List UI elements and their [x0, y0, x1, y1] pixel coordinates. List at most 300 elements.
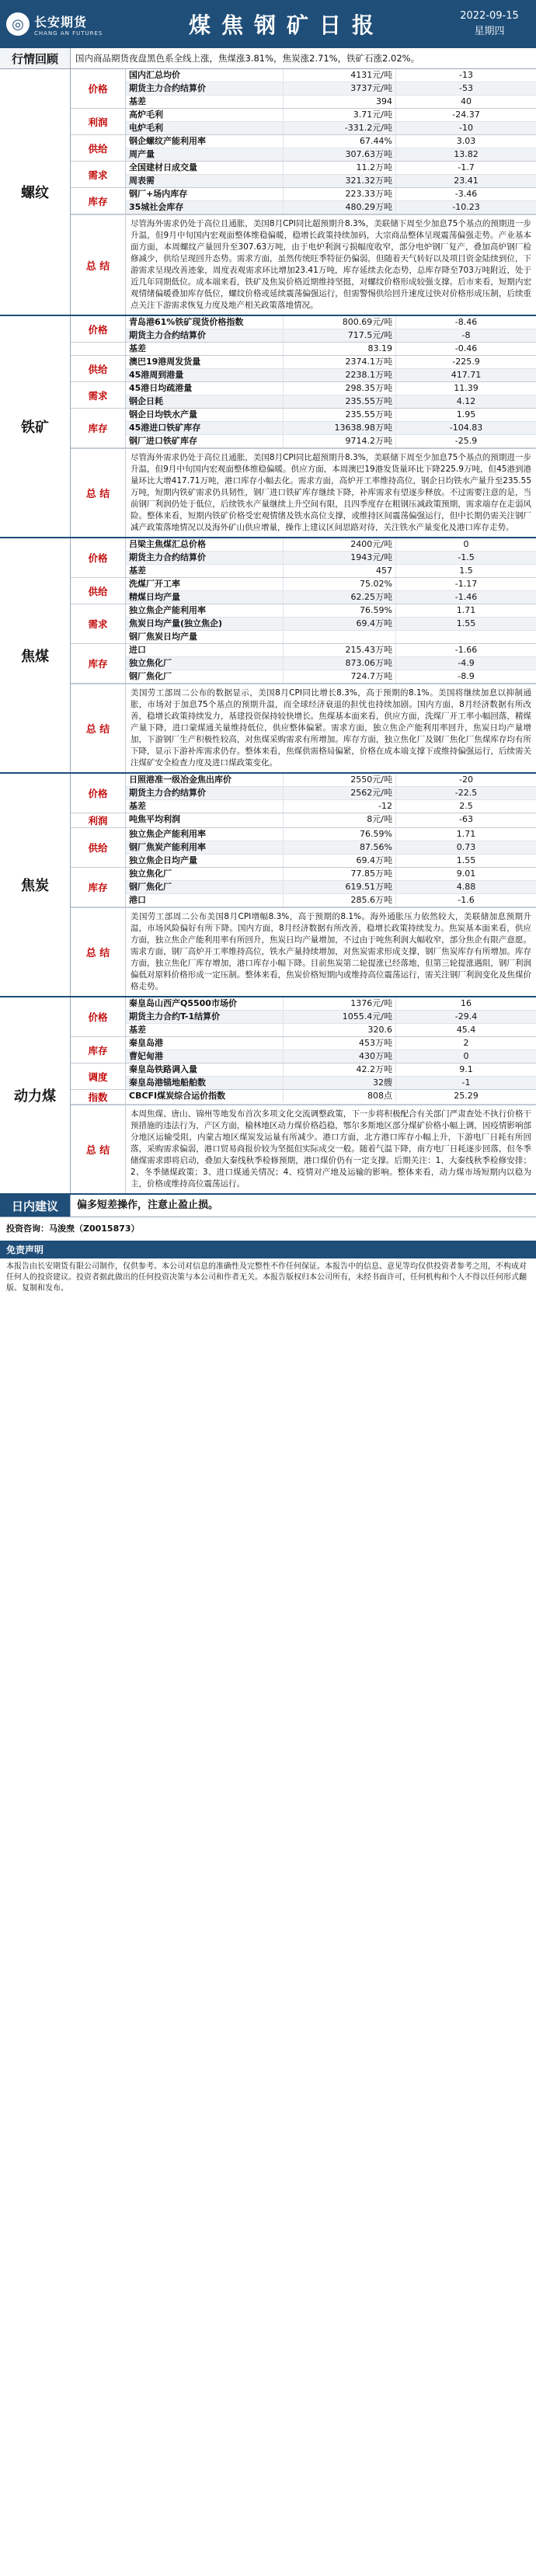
indicator-value: -331.2元/吨	[283, 122, 395, 134]
indicator-name: 钢企日耗	[129, 396, 163, 406]
indicator-change: -24.37	[395, 109, 536, 121]
indicator-row	[126, 868, 536, 881]
indicator-name: 基差	[129, 1025, 146, 1035]
indicator-row	[126, 1024, 536, 1036]
summary-label: 总 结	[71, 449, 126, 537]
indicator-change: 40	[395, 96, 536, 108]
indicator-value: 619.51万吨	[283, 881, 395, 893]
group-rows	[126, 356, 536, 381]
indicator-name: 日照港准一级冶金焦出库价	[129, 775, 231, 785]
indicator-value: 808点	[283, 1090, 395, 1102]
indicator-row	[126, 175, 536, 187]
indicator-name: 钢厂+场内库存	[129, 189, 188, 199]
advice-label: 日内建议	[0, 1195, 71, 1217]
indicator-group	[71, 343, 536, 356]
indicator-row	[126, 122, 536, 134]
indicator-value: 69.4万吨	[283, 618, 395, 630]
summary-row	[71, 214, 536, 315]
indicator-change: -1.5	[395, 552, 536, 564]
commodity-block	[0, 316, 536, 538]
group-rows	[126, 538, 536, 577]
commodity-name: 焦炭	[0, 774, 71, 996]
summary-text: 本周焦煤、唐山、锦州等地发布首次多项文化交流调整政策，下一步将积极配合有关部门严肃查处不执行价格干预措施的违法行为，产区方面，榆林地区动力煤价格趋稳，鄂尔多斯地区部分煤矿价格小幅上调，因疫情影响部分地区运输受阻，内蒙古地区煤炭发运量有所减少。港口方面，北方港口库存小幅上升，下游电厂日耗有所回落，采购需求偏弱，港口贸易商报价较为坚挺但实际成交一般。随着气温下降，南方电厂日耗逐步回落，但冬季储煤需求即将启动，叠加大秦线秋季检修预期，港口煤价仍有一定支撑。后期关注：1、大秦线秋季检修安排；2、冬季储煤政策；3、进口煤通关情况；4、疫情对产地及运输的影响。整体来看，动力煤市场短期内以稳为主，价格或维持高位震荡运行。	[131, 1109, 531, 1189]
indicator-row	[126, 813, 536, 826]
group-rows	[126, 774, 536, 813]
commodity-block	[0, 538, 536, 774]
indicator-value: 76.59%	[283, 604, 395, 617]
group-rows	[126, 813, 536, 827]
disclaimer-title: 免责声明	[0, 1241, 536, 1258]
indicator-change: 0	[395, 1050, 536, 1063]
group-rows	[126, 1090, 536, 1104]
indicator-change: -53	[395, 82, 536, 95]
group-label: 利润	[71, 813, 126, 827]
indicator-name: 45港进口铁矿库存	[129, 423, 201, 433]
indicator-name: 期货主力合约结算价	[129, 330, 206, 340]
indicator-name: 钢厂焦化厂	[129, 671, 172, 681]
indicator-value: 453万吨	[283, 1037, 395, 1050]
indicator-name: 独立焦化厂	[129, 869, 172, 879]
group-label: 需求	[71, 162, 126, 187]
indicator-change: 9.01	[395, 868, 536, 880]
group-label: 价格	[71, 316, 126, 342]
indicator-name: 独立焦企产能利用率	[129, 605, 206, 615]
indicator-group	[71, 109, 536, 135]
indicator-name: 钢厂焦炭产能利用率	[129, 842, 206, 852]
indicator-group	[71, 1090, 536, 1105]
indicator-name: 高炉毛利	[129, 110, 163, 120]
indicator-row	[126, 69, 536, 82]
indicator-group	[71, 162, 536, 188]
indicator-name: 精煤日均产量	[129, 592, 180, 602]
indicator-row	[126, 894, 536, 907]
indicator-name: 基差	[129, 801, 146, 811]
indicator-row	[126, 1090, 536, 1102]
indicator-group	[71, 774, 536, 813]
group-label: 库存	[71, 409, 126, 447]
indicator-value: 3.71元/吨	[283, 109, 395, 121]
indicator-value: 2374.1万吨	[283, 356, 395, 368]
indicator-group	[71, 188, 536, 214]
indicator-name: 35城社会库存	[129, 202, 184, 212]
indicator-group	[71, 316, 536, 343]
analyst-credit: 投资咨询：马浚焘（Z0015873）	[6, 1224, 140, 1234]
group-label: 价格	[71, 538, 126, 577]
indicator-row	[126, 997, 536, 1011]
indicator-name: 钢厂焦炭日均产量	[129, 632, 197, 642]
indicator-value: 2550元/吨	[283, 774, 395, 786]
indicator-value: 394	[283, 96, 395, 108]
commodity-body	[71, 997, 536, 1193]
indicator-change: -1.17	[395, 578, 536, 590]
indicator-value: 430万吨	[283, 1050, 395, 1063]
indicator-change: 1.5	[395, 565, 536, 577]
report-date: 2022-09-15	[460, 10, 519, 22]
indicator-row	[126, 96, 536, 108]
indicator-row	[126, 591, 536, 604]
indicator-name: 秦皇岛港锚地船舶数	[129, 1077, 206, 1088]
indicator-change: 417.71	[395, 369, 536, 381]
logo-icon: ◎	[6, 12, 30, 36]
indicator-row	[126, 382, 536, 395]
commodity-block	[0, 69, 536, 316]
indicator-row	[126, 395, 536, 408]
indicator-row	[126, 631, 536, 643]
indicator-row	[126, 135, 536, 148]
indicator-row	[126, 422, 536, 435]
commodity-name: 螺纹	[0, 69, 71, 315]
indicator-row	[126, 657, 536, 670]
indicator-name: 基差	[129, 566, 146, 576]
indicator-value: 87.56%	[283, 841, 395, 854]
company-logo	[0, 0, 131, 48]
group-label: 价格	[71, 997, 126, 1036]
indicator-value: 1055.4元/吨	[283, 1011, 395, 1023]
indicator-name: 基差	[129, 96, 146, 106]
indicator-value: 4131元/吨	[283, 69, 395, 82]
group-rows	[126, 409, 536, 447]
indicator-group	[71, 356, 536, 382]
indicator-value: 2238.1万吨	[283, 369, 395, 381]
disclaimer-text: 本报告由长安期货有限公司制作，仅供参考。本公司对信息的准确性及完整性不作任何保证。本报告中的信息、意见等均仅供投资者参考之用，不构成对任何人的投资建议。投资者据此做出的任何投资决策与本公司和作者无关。本报告版权归本公司所有，未经书面许可，任何机构和个人不得以任何形式翻版、复制和发布。	[6, 1262, 527, 1293]
group-rows	[126, 69, 536, 108]
indicator-value: 77.85万吨	[283, 868, 395, 880]
report-header	[0, 0, 536, 48]
indicator-row	[126, 82, 536, 96]
indicator-value: 67.44%	[283, 135, 395, 148]
indicator-value: 1376元/吨	[283, 997, 395, 1010]
indicator-name: 基差	[129, 343, 146, 353]
indicator-row	[126, 188, 536, 201]
group-rows	[126, 135, 536, 161]
indicator-group	[71, 69, 536, 109]
indicator-name: 秦皇岛铁路调入量	[129, 1064, 197, 1074]
indicator-value: 11.2万吨	[283, 162, 395, 174]
indicator-change: 2.5	[395, 800, 536, 813]
indicator-change: -1.7	[395, 162, 536, 174]
indicator-group	[71, 578, 536, 604]
indicator-value: 321.32万吨	[283, 175, 395, 187]
group-label: 调度	[71, 1063, 126, 1089]
indicator-name: 港口	[129, 895, 146, 905]
indicator-group	[71, 1063, 536, 1090]
summary-text: 尽管海外需求仍处于高位且通胀，美国8月CPI同比超预期升8.3%，美联储下周至少加息75个基点的预期进一步升温，但9月中旬国内宏观面整体维稳偏暖。供应方面，本周澳巴19港发货量环比下降225.9万吨，但45港到港量环比大增417.71万吨，港口库存小幅去化。需求方面，高炉开工率维持高位，钢企日均铁水产量升至235.55万吨，短期内铁矿需求仍具韧性，钢厂进口铁矿库存继续下降，补库需求有望逐步释放。不过需要注意的是，当前钢厂利润仍处于低位，后续铁水产量继续上升空间有限，且四季度存在粗钢压减政策预期，需求端存在走弱风险。整体来看，短期内铁矿价格受宏观情绪及铁水高位支撑，或维持区间震荡偏强运行，但中长期仍需关注钢厂减产政策落地情况以及海外矿山供应增量，操作上建议区间思路对待，关注铁水产量变化及港口库存走势。	[131, 453, 531, 532]
group-rows	[126, 578, 536, 604]
logo-en: CHANG AN FUTURES	[34, 30, 103, 37]
indicator-row	[126, 841, 536, 855]
indicator-group	[71, 644, 536, 684]
group-rows	[126, 868, 536, 907]
indicator-value: 307.63万吨	[283, 148, 395, 161]
indicator-name: 周产量	[129, 149, 155, 159]
report-title: 煤焦钢矿日报	[188, 12, 385, 38]
indicator-change: -0.46	[395, 343, 536, 355]
indicator-group	[71, 382, 536, 409]
group-rows	[126, 382, 536, 408]
group-label	[71, 343, 126, 355]
indicator-group	[71, 1037, 536, 1063]
commodity-body	[71, 316, 536, 537]
indicator-change: 3.03	[395, 135, 536, 148]
indicator-row	[126, 774, 536, 787]
indicator-row	[126, 828, 536, 841]
indicator-row	[126, 538, 536, 552]
indicator-value: 457	[283, 565, 395, 577]
indicator-change: -25.9	[395, 435, 536, 447]
indicator-change: 4.12	[395, 395, 536, 408]
indicator-name: 钢厂焦化厂	[129, 882, 172, 892]
commodity-body	[71, 774, 536, 996]
indicator-value: 873.06万吨	[283, 657, 395, 670]
indicator-change: -1.6	[395, 894, 536, 907]
indicator-name: 钢企螺纹产能利用率	[129, 136, 206, 146]
group-label: 需求	[71, 604, 126, 643]
indicator-name: 青岛港61%铁矿现货价格指数	[129, 317, 244, 327]
indicator-value: 32艘	[283, 1077, 395, 1089]
group-rows	[126, 1037, 536, 1063]
indicator-name: CBCFI煤炭综合运价指数	[129, 1091, 226, 1101]
logo-cn: 长安期货	[34, 14, 88, 30]
indicator-name: 45港日均疏港量	[129, 383, 193, 393]
indicator-value: 717.5元/吨	[283, 329, 395, 342]
group-label: 需求	[71, 382, 126, 408]
indicator-change: -104.83	[395, 422, 536, 434]
group-label: 库存	[71, 644, 126, 683]
indicator-change: 1.55	[395, 618, 536, 630]
indicator-value: 13638.98万吨	[283, 422, 395, 434]
group-rows	[126, 109, 536, 134]
indicator-group	[71, 538, 536, 578]
group-rows	[126, 188, 536, 214]
indicator-name: 秦皇岛港	[129, 1038, 163, 1048]
indicator-name: 吕梁主焦煤汇总价格	[129, 539, 206, 549]
review-row	[0, 48, 536, 69]
indicator-row	[126, 1037, 536, 1050]
indicator-value: 2562元/吨	[283, 787, 395, 799]
summary-label: 总 结	[71, 1105, 126, 1193]
indicator-value: 480.29万吨	[283, 201, 395, 214]
indicator-change: 9.1	[395, 1063, 536, 1076]
group-label: 供给	[71, 135, 126, 161]
indicator-row	[126, 881, 536, 894]
summary-row	[71, 1105, 536, 1193]
commodity-block	[0, 997, 536, 1195]
indicator-value: 320.6	[283, 1024, 395, 1036]
commodity-body	[71, 538, 536, 772]
indicator-change: -4.9	[395, 657, 536, 670]
indicator-change: 1.71	[395, 828, 536, 841]
group-label: 库存	[71, 188, 126, 214]
group-rows	[126, 604, 536, 643]
review-text: 国内商品期货夜盘黑色系全线上涨，焦煤涨3.81%，焦炭涨2.71%，铁矿石涨2.02%。	[75, 53, 420, 64]
group-rows	[126, 316, 536, 342]
indicator-group	[71, 135, 536, 162]
indicator-group	[71, 828, 536, 868]
indicator-change: -1.66	[395, 644, 536, 656]
indicator-change: -20	[395, 774, 536, 786]
indicator-change: 11.39	[395, 382, 536, 395]
indicator-value: 800.69元/吨	[283, 316, 395, 329]
indicator-value: 724.7万吨	[283, 670, 395, 683]
indicator-group	[71, 868, 536, 907]
indicator-name: 期货主力合约结算价	[129, 552, 206, 562]
indicator-value: 75.02%	[283, 578, 395, 590]
indicator-change: 45.4	[395, 1024, 536, 1036]
indicator-value: 62.25万吨	[283, 591, 395, 604]
indicator-row	[126, 578, 536, 591]
group-label: 供给	[71, 356, 126, 381]
indicator-name: 期货主力合约T-1结算价	[129, 1011, 221, 1022]
summary-row	[71, 448, 536, 537]
indicator-change: -22.5	[395, 787, 536, 799]
review-label: 行情回顾	[0, 48, 71, 68]
indicator-value: 83.19	[283, 343, 395, 355]
indicator-row	[126, 800, 536, 813]
indicator-value: 285.6万吨	[283, 894, 395, 907]
indicator-change: 1.55	[395, 855, 536, 867]
indicator-name: 国内汇总均价	[129, 70, 180, 80]
indicator-row	[126, 670, 536, 683]
indicator-change: -8.46	[395, 316, 536, 329]
group-label: 指数	[71, 1090, 126, 1104]
indicator-value: 1943元/吨	[283, 552, 395, 564]
indicator-name: 钢企日均铁水产量	[129, 409, 197, 419]
indicator-change: 13.82	[395, 148, 536, 161]
indicator-name: 周表需	[129, 176, 155, 186]
summary-text: 美国劳工部周二公布美国8月CPI增幅8.3%，高于预期的8.1%。海外通胀压力依然较大，美联储加息预期升温，市场风险偏好有所下降。国内方面，8月经济数据有所改善，稳增长政策持续发力。焦炭基本面来看，供应方面，独立焦企产能利用率有所回升，焦炭日均产量增加，不过由于吨焦利润大幅收窄，部分焦企有限产意愿。需求方面，钢厂高炉开工率维持高位，铁水产量持续增加，对焦炭需求形成支撑，钢厂焦炭库存有所增加。库存方面，独立焦化厂库存增加，港口库存小幅下降。目前焦炭第二轮提涨已经落地，但第三轮提涨遇阻，钢厂利润偏低对原料价格形成一定压制。整体来看，焦炭价格短期内或维持高位震荡运行，需关注钢厂利润变化及焦煤价格走势。	[131, 912, 531, 991]
indicator-change: -8.9	[395, 670, 536, 683]
indicator-row	[126, 148, 536, 161]
indicator-name: 独立焦化厂	[129, 658, 172, 668]
summary-label: 总 结	[71, 215, 126, 315]
indicator-name: 进口	[129, 645, 146, 655]
indicator-value: -12	[283, 800, 395, 813]
indicator-row	[126, 552, 536, 565]
summary-label: 总 结	[71, 684, 126, 772]
indicator-name: 45港周到港量	[129, 370, 184, 380]
indicator-group	[71, 409, 536, 448]
group-label: 价格	[71, 774, 126, 813]
indicator-name: 焦炭日均产量(独立焦企)	[129, 618, 223, 628]
commodity-block	[0, 774, 536, 997]
indicator-group	[71, 813, 536, 828]
group-label: 库存	[71, 1037, 126, 1063]
indicator-row	[126, 855, 536, 867]
indicator-name: 独立焦企日均产量	[129, 855, 197, 865]
indicator-value: 215.43万吨	[283, 644, 395, 656]
group-label: 供给	[71, 828, 126, 867]
group-rows	[126, 828, 536, 867]
summary-row	[71, 684, 536, 772]
indicator-change: -1	[395, 1077, 536, 1089]
indicator-change: 16	[395, 997, 536, 1010]
indicator-group	[71, 997, 536, 1037]
group-rows	[126, 343, 536, 355]
indicator-change: 4.88	[395, 881, 536, 893]
group-rows	[126, 644, 536, 683]
advice-row	[0, 1195, 536, 1217]
group-label: 利润	[71, 109, 126, 134]
indicator-value: 2400元/吨	[283, 538, 395, 551]
indicator-value: 235.55万吨	[283, 395, 395, 408]
indicator-row	[126, 1063, 536, 1077]
indicator-name: 吨焦平均利润	[129, 814, 180, 824]
indicator-row	[126, 201, 536, 214]
indicator-row	[126, 644, 536, 657]
indicator-change: -10	[395, 122, 536, 134]
indicator-row	[126, 162, 536, 175]
indicator-row	[126, 1050, 536, 1063]
indicator-row	[126, 356, 536, 369]
summary-row	[71, 907, 536, 996]
indicator-value: 42.2万吨	[283, 1063, 395, 1076]
indicator-row	[126, 109, 536, 122]
group-label: 供给	[71, 578, 126, 604]
indicator-value: 76.59%	[283, 828, 395, 841]
indicator-value: 235.55万吨	[283, 409, 395, 421]
report-date-box	[443, 9, 536, 40]
indicator-value: 69.4万吨	[283, 855, 395, 867]
group-label: 价格	[71, 69, 126, 108]
indicator-value: 298.35万吨	[283, 382, 395, 395]
summary-text: 尽管海外需求仍处于高位且通胀，美国8月CPI同比超预期升8.3%，美联储下周至少加息75个基点的预期进一步升温，但9月中旬国内宏观面整体维稳偏暖，稳增长政策持续加码，大宗商品整体呈现震荡偏强走势。产业基本面方面，本周螺纹产量回升至307.63万吨，由于电炉利润亏损幅度收窄，部分电炉钢厂复产，叠加高炉钢厂检修减少，供给呈现回升态势。需求方面，虽然传统旺季特征仍偏弱，但随着天气转好以及项目资金陆续到位，下游需求呈现改善迹象，周度表观需求环比增加23.41万吨，库存延续去化态势，总库存降至703万吨附近，处于近几年同期低位。成本端来看，铁矿及焦炭价格近期维持坚挺，对螺纹价格形成较强支撑。后市来看，短期内宏观情绪偏暖叠加库存低位，螺纹价格或延续震荡偏强运行，但需警惕供给回升速度过快对价格形成压制，后续重点关注下游需求恢复力度及地产相关政策落地情况。	[131, 219, 531, 310]
indicator-row	[126, 329, 536, 342]
indicator-name: 期货主力合约结算价	[129, 788, 206, 798]
indicator-name: 澳巴19港周发货量	[129, 357, 201, 367]
summary-text: 美国劳工部周二公布的数据显示，美国8月CPI同比增长8.3%，高于预期的8.1%。美国将继续加息以抑制通胀，市场对于加息75个基点的预期升温，而全球经济衰退的担忧也持续加剧。国内方面，8月经济数据有所改善，稳增长政策持续发力，基建投资保持较快增长。焦煤基本面来看，供应方面，洗煤厂开工率小幅回落，精煤产量下降，进口蒙煤通关量维持低位，供应整体偏紧。需求方面，独立焦企产能利用率回升，焦炭日均产量增加，下游钢厂生产积极性较高，对焦煤采购需求有所增加。库存方面，独立焦化厂及钢厂焦化厂焦煤库存均有所下降，显示下游补库需求仍存。整体来看，焦煤供需格局偏紧，价格在成本端支撑下或维持偏强运行，后续需关注煤矿安全检查力度及进口煤政策变化。	[131, 688, 531, 768]
indicator-change: 25.29	[395, 1090, 536, 1102]
advice-text: 偏多短差操作，注意止盈止损。	[77, 1199, 219, 1211]
indicator-row	[126, 565, 536, 577]
indicator-row	[126, 435, 536, 447]
report-weekday: 星期四	[474, 26, 505, 37]
commodity-name: 动力煤	[0, 997, 71, 1193]
commodity-name: 焦煤	[0, 538, 71, 772]
indicator-change: 23.41	[395, 175, 536, 187]
indicator-row	[126, 604, 536, 618]
indicator-value: 8元/吨	[283, 813, 395, 826]
indicator-name: 独立焦企产能利用率	[129, 829, 206, 839]
indicator-name: 洗煤厂开工率	[129, 579, 180, 589]
indicator-change: 1.71	[395, 604, 536, 617]
indicator-change: -63	[395, 813, 536, 826]
indicator-change: -1.46	[395, 591, 536, 604]
indicator-value	[283, 631, 395, 643]
indicator-change	[395, 631, 536, 643]
commodity-blocks	[0, 69, 536, 1195]
commodity-body	[71, 69, 536, 315]
indicator-value: 9714.2万吨	[283, 435, 395, 447]
group-rows	[126, 1063, 536, 1089]
indicator-row	[126, 1077, 536, 1089]
indicator-row	[126, 369, 536, 381]
group-rows	[126, 162, 536, 187]
indicator-name: 全国建材日成交量	[129, 162, 197, 172]
indicator-name: 电炉毛利	[129, 123, 163, 133]
indicator-value: 223.33万吨	[283, 188, 395, 200]
indicator-change: -29.4	[395, 1011, 536, 1023]
indicator-change: -8	[395, 329, 536, 342]
indicator-name: 秦皇岛山西产Q5500市场价	[129, 998, 237, 1008]
indicator-change: -225.9	[395, 356, 536, 368]
indicator-row	[126, 316, 536, 329]
group-label: 库存	[71, 868, 126, 907]
indicator-change: 0.73	[395, 841, 536, 854]
indicator-row	[126, 409, 536, 422]
commodity-name: 铁矿	[0, 316, 71, 537]
indicator-change: 0	[395, 538, 536, 551]
indicator-value: 3737元/吨	[283, 82, 395, 95]
